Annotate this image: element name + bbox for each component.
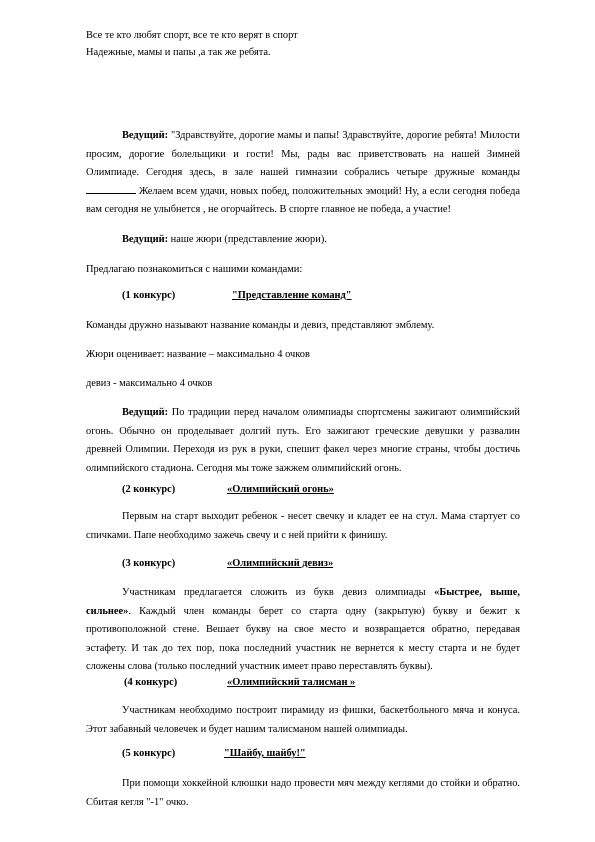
teams-intro: Предлагаю познакомиться с нашими командами: bbox=[86, 264, 303, 275]
host-speech-jury bbox=[86, 231, 520, 250]
speech-text: "Здравствуйте, дорогие мамы и папы! Здравствуйте, дорогие ребята! Милости просим, дорогие болельщики и гости! Мы, рады вас приветствовать на нашей Зимней Олимпиаде. Сегодня здесь, в зале нашей гимназии собрались четыре дружные команды bbox=[86, 130, 520, 179]
speaker-label: Ведущий: bbox=[122, 130, 169, 141]
contest-3-text-b: . Каждый член команды берет со старта одну (закрытую) букву и бежит к противоположной стене. Вешает букву на свое место и возвращается обратно, передавая эстафету. И так до тех пор, пока последний участник не вернется к месту старта и не будет сложены слова (только последний участник имеет право переставлять буквы). bbox=[86, 605, 520, 673]
contest-4-number: (4 конкурс) bbox=[124, 677, 178, 688]
contest-5-title: "Шайбу, шайбу!" bbox=[224, 748, 306, 759]
contest-3-text bbox=[86, 584, 520, 677]
olympic-motto: «Быстрее, выше, сильнее» bbox=[86, 587, 520, 617]
contest-1-title: "Представление команд" bbox=[232, 290, 352, 301]
jury-score-motto: девиз - максимально 4 очков bbox=[86, 378, 213, 389]
contest-2-text: Первым на старт выходит ребенок - несет свечку и кладет ее на стул. Мама стартует со спичками. Папе необходимо зажечь свечу и с ней прийти к финишу. bbox=[86, 511, 520, 541]
contest-2-title: «Олимпийский огонь» bbox=[227, 484, 334, 495]
contest-3-title: «Олимпийский девиз» bbox=[227, 558, 334, 569]
speaker-label: Ведущий: bbox=[122, 407, 169, 418]
contest-3-text-a: Участникам предлагается сложить из букв девиз олимпиады bbox=[122, 587, 435, 598]
contest-1-number: (1 конкурс) bbox=[122, 290, 176, 301]
contest-5-text: При помощи хоккейной клюшки надо провести мяч между кеглями до стойки и обратно. Сбитая кегля "-1" очко. bbox=[86, 778, 520, 808]
contest-3-number: (3 конкурс) bbox=[122, 558, 176, 569]
contest-1-text: Команды дружно называют название команды и девиз, представляют эмблему. bbox=[86, 320, 435, 331]
contest-5-number: (5 конкурс) bbox=[122, 748, 176, 759]
intro-line-2: Надежные, мамы и папы ,а так же ребята. bbox=[86, 47, 271, 58]
blank-line bbox=[86, 183, 136, 194]
contest-2-number: (2 конкурс) bbox=[122, 484, 176, 495]
speaker-label: Ведущий: bbox=[122, 234, 169, 245]
speech-text: наше жюри (представление жюри). bbox=[168, 234, 327, 245]
intro-line-1: Все те кто любят спорт, все те кто верят в спорт bbox=[86, 30, 298, 41]
jury-score-name: Жюри оценивает: название – максимально 4 очков bbox=[86, 349, 310, 360]
speech-text-cont: Желаем всем удачи, новых побед, положительных эмоций! Ну, а если сегодня победа вам сегодня не улыбнется , не огорчайтесь. В спорте главное не победа, а участие! bbox=[86, 185, 520, 216]
contest-4-text: Участникам необходимо построит пирамиду из фишки, баскетбольного мяча и конуса. Этот забавный человечек и будет нашим талисманом нашей олимпиады. bbox=[86, 705, 520, 735]
host-speech-fire bbox=[86, 404, 520, 478]
speech-text: По традиции перед началом олимпиады спортсмены зажигают олимпийский огонь. Обычно он проделывает долгий путь. Его зажигают греческие девушки у развалин древней Олимпии. Переходя из рук в руки, спешит факел через многие страны, чтобы достичь олимпийского стадиона. Сегодня мы тоже зажжем олимпийский огонь. bbox=[86, 407, 520, 474]
host-speech-welcome bbox=[86, 127, 520, 220]
contest-4-title: «Олимпийский талисман » bbox=[227, 677, 356, 688]
